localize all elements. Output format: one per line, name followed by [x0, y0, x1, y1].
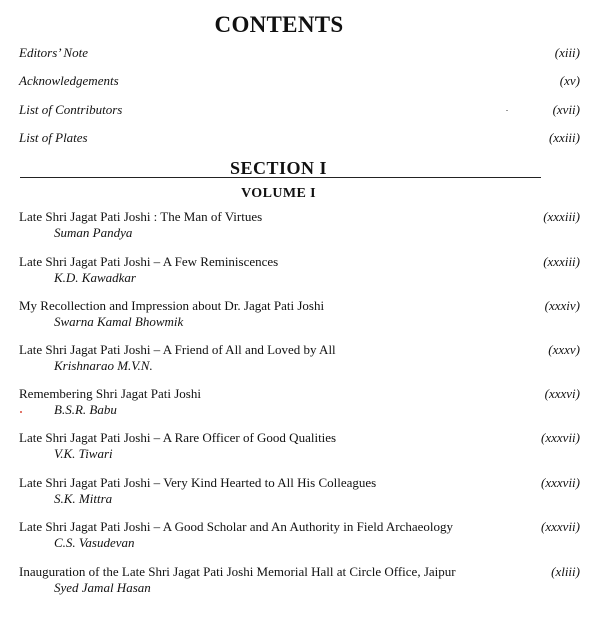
front-matter-label: List of Contributors: [19, 102, 123, 117]
toc-entry: [19, 298, 580, 332]
entry-title: Late Shri Jagat Pati Joshi – A Few Reminiscences: [19, 254, 279, 269]
toc-entry: [19, 475, 580, 509]
ink-speck: [20, 411, 22, 413]
entry-title: Late Shri Jagat Pati Joshi : The Man of Virtues: [19, 209, 263, 224]
section-heading: SECTION I: [229, 158, 328, 178]
toc-entry: [19, 209, 580, 243]
entry-title: Late Shri Jagat Pati Joshi – A Friend of All and Loved by All: [19, 342, 336, 357]
entry-author: B.S.R. Babu: [54, 402, 117, 417]
front-matter-label: Editors’ Note: [19, 45, 88, 60]
entry-title: Inauguration of the Late Shri Jagat Pati Joshi Memorial Hall at Circle Office, Jaipur: [19, 564, 456, 579]
front-matter-page: (xvii): [552, 102, 580, 117]
front-matter-item: [19, 130, 580, 146]
entry-author: Syed Jamal Hasan: [54, 580, 151, 595]
entry-author: C.S. Vasudevan: [54, 535, 135, 550]
entry-page: (xxxvii): [541, 475, 580, 490]
toc-entry: [19, 386, 580, 420]
front-matter-item: [19, 73, 580, 89]
volume-heading: VOLUME I: [241, 186, 316, 201]
page-title: CONTENTS: [214, 12, 344, 37]
entry-page: (xxxiv): [544, 298, 580, 313]
entry-title: Remembering Shri Jagat Pati Joshi: [19, 386, 201, 401]
entry-author: K.D. Kawadkar: [54, 270, 136, 285]
front-matter-page: (xiii): [554, 45, 580, 60]
front-matter-label: List of Plates: [19, 130, 88, 145]
front-matter-label: Acknowledgements: [19, 73, 119, 88]
entry-author: Krishnarao M.V.N.: [54, 358, 153, 373]
entry-author: Suman Pandya: [54, 225, 133, 240]
toc-entry: [19, 564, 580, 598]
entry-author: S.K. Mittra: [54, 491, 113, 506]
toc-entry: [19, 519, 580, 553]
toc-entry: [19, 342, 580, 376]
entry-page: (xxxiii): [543, 209, 580, 224]
toc-entry: [19, 430, 580, 464]
front-matter-page: (xv): [559, 73, 580, 88]
entry-page: (xxxiii): [543, 254, 580, 269]
entry-title: Late Shri Jagat Pati Joshi – A Good Scholar and An Authority in Field Archaeology: [19, 519, 454, 534]
entry-title: My Recollection and Impression about Dr. Jagat Pati Joshi: [19, 298, 325, 313]
toc-entry: [19, 254, 580, 288]
section-divider: [20, 177, 541, 178]
entry-page: (xliii): [551, 564, 580, 579]
front-matter-item: [19, 102, 580, 118]
scan-speck: [506, 110, 508, 111]
entry-page: (xxxvii): [541, 519, 580, 534]
entry-title: Late Shri Jagat Pati Joshi – A Rare Officer of Good Qualities: [19, 430, 337, 445]
entry-page: (xxxvi): [544, 386, 580, 401]
front-matter-item: [19, 45, 580, 61]
entry-title: Late Shri Jagat Pati Joshi – Very Kind Hearted to All His Colleagues: [19, 475, 377, 490]
entry-author: V.K. Tiwari: [54, 446, 113, 461]
entry-page: (xxxv): [548, 342, 580, 357]
entry-page: (xxxvii): [541, 430, 580, 445]
front-matter-page: (xxiii): [548, 130, 580, 145]
entry-author: Swarna Kamal Bhowmik: [54, 314, 184, 329]
